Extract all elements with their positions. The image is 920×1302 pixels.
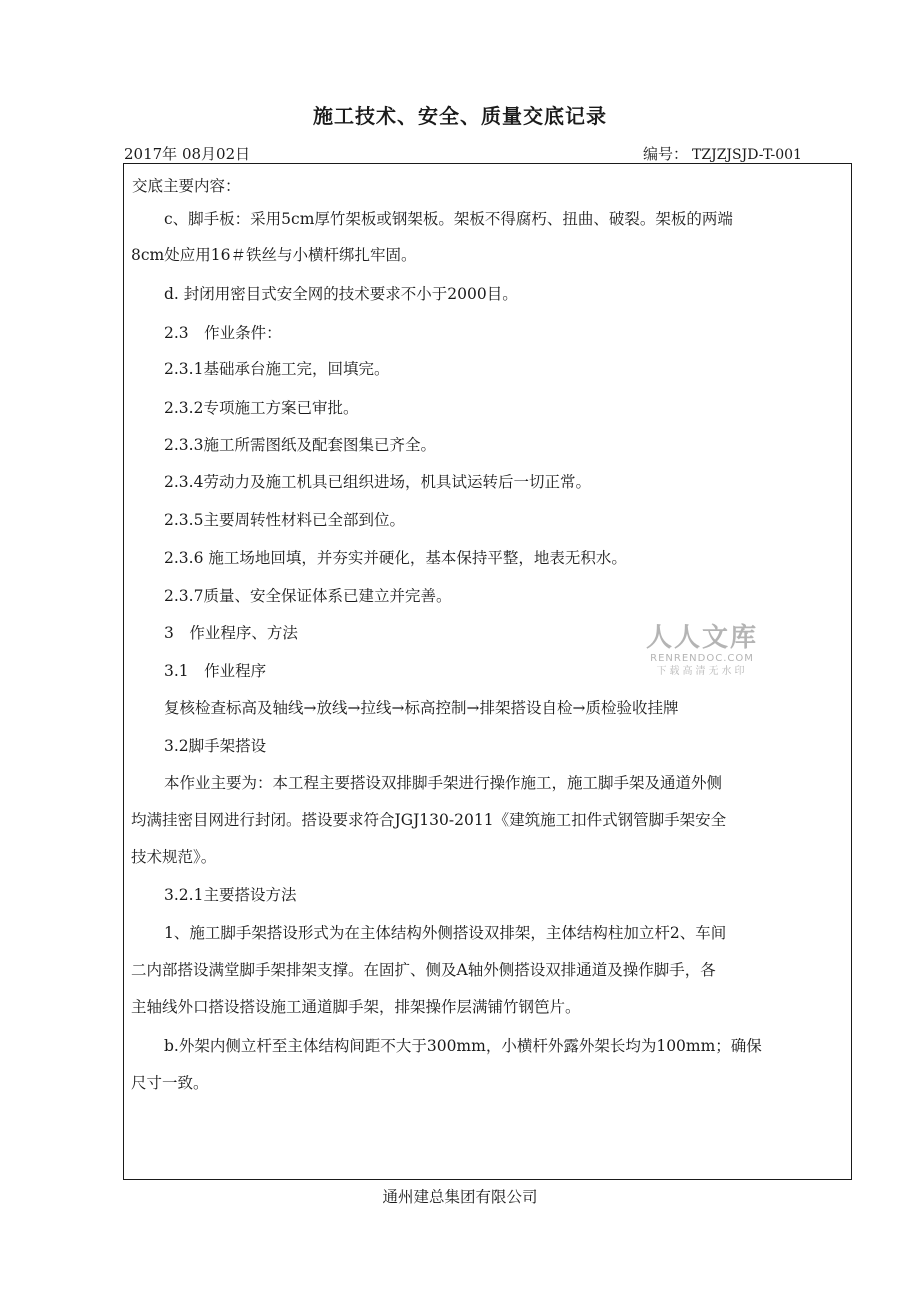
content-line: 本作业主要为：本工程主要搭设双排脚手架进行操作施工，施工脚手架及通道外侧 xyxy=(164,774,723,792)
content-heading: 3.1 作业程序 xyxy=(164,662,267,680)
watermark xyxy=(646,623,758,678)
content-heading: 3 作业程序、方法 xyxy=(164,624,298,642)
document-title: 施工技术、安全、质量交底记录 xyxy=(313,104,607,128)
content-line: 2.3 作业条件： xyxy=(164,324,282,342)
content-line: 技术规范》。 xyxy=(131,848,217,866)
content-line: 2.3.4劳动力及施工机具已组织进场，机具试运转后一切正常。 xyxy=(164,473,591,491)
content-line: 2.3.7质量、安全保证体系已建立并完善。 xyxy=(164,587,452,605)
code-label: 编号： xyxy=(643,145,689,163)
content-line: 2.3.1基础承台施工完，回填完。 xyxy=(164,360,390,378)
content-heading: 3.2脚手架搭设 xyxy=(164,737,267,755)
document-code xyxy=(643,143,808,164)
content-line: d. 封闭用密目式安全网的技术要求不小于2000目。 xyxy=(164,285,518,303)
watermark-main: 人人文库 xyxy=(646,623,759,653)
company-footer: 通州建总集团有限公司 xyxy=(382,1188,538,1206)
content-line: b.外架内侧立杆至主体结构间距不大于300mm，小横杆外露外架长均为100mm；确保 xyxy=(164,1037,762,1055)
content-line: 尺寸一致。 xyxy=(131,1074,209,1092)
content-line: 均满挂密目网进行封闭。搭设要求符合JGJ130-2011《建筑施工扣件式钢管脚手架安全 xyxy=(131,811,727,829)
content-line: 交底主要内容： xyxy=(132,177,241,195)
content-line: c、脚手板：采用5cm厚竹架板或钢架板。架板不得腐朽、扭曲、破裂。架板的两端 xyxy=(164,210,733,228)
content-heading: 3.2.1主要搭设方法 xyxy=(164,886,297,904)
content-line: 2.3.3施工所需图纸及配套图集已齐全。 xyxy=(164,436,436,454)
content-line: 复核检查标高及轴线→放线→拉线→标高控制→排架搭设自检→质检验收挂牌 xyxy=(164,699,679,717)
content-line: 2.3.2专项施工方案已审批。 xyxy=(164,399,359,417)
code-value: TZJZJSJD-T-001 xyxy=(688,147,808,164)
content-line: 8cm处应用16＃铁丝与小横杆绑扎牢固。 xyxy=(131,246,417,264)
content-line: 主轴线外口搭设搭设施工通道脚手架，排架操作层满铺竹钢笆片。 xyxy=(131,998,581,1016)
content-line: 2.3.6 施工场地回填，并夯实并硬化，基本保持平整，地表无积水。 xyxy=(164,549,627,567)
content-line: 1、施工脚手架搭设形式为在主体结构外侧搭设双排架，主体结构柱加立杆2、车间 xyxy=(164,924,727,942)
watermark-sub: 下载高清无水印 xyxy=(656,666,748,677)
document-date: 2017年 08月02日 xyxy=(124,145,251,163)
content-line: 2.3.5主要周转性材料已全部到位。 xyxy=(164,511,405,529)
content-line: 二内部搭设满堂脚手架排架支撑。在固扩、侧及A轴外侧搭设双排通道及操作脚手，各 xyxy=(131,961,716,979)
watermark-url: RENRENDOC.COM xyxy=(650,653,754,664)
